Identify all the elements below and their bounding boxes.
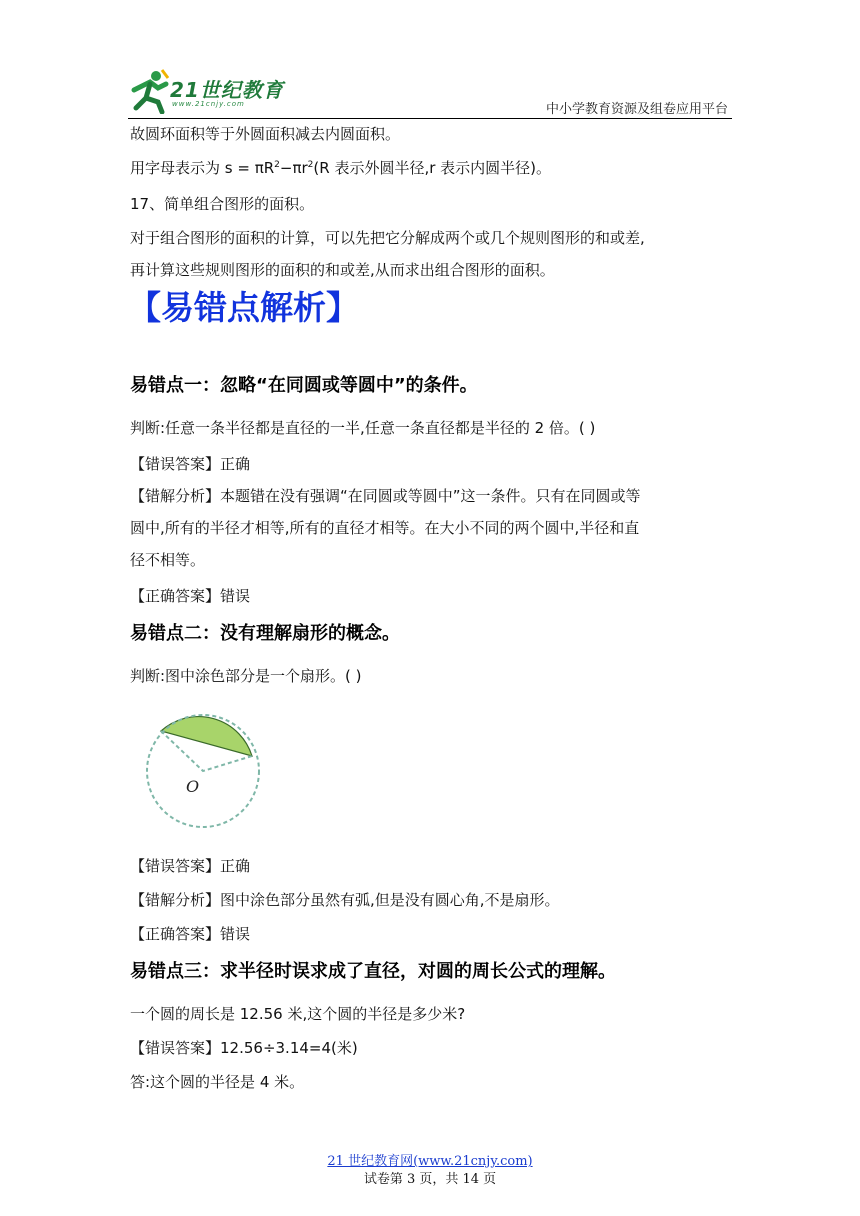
mistake-heading: 易错点二：没有理解扇形的概念。 <box>130 623 400 644</box>
text-line: 故圆环面积等于外圆面积减去内圆面积。 <box>130 125 401 143</box>
formula-line <box>130 158 551 178</box>
superscript: 2 <box>274 160 280 170</box>
text-line: 对于组合图形的面积的计算，可以先把它分解成两个或几个规则图形的和或差, <box>130 229 645 247</box>
center-label: O <box>186 777 200 796</box>
mistake-heading: 易错点三：求半径时误求成了直径，对圆的周长公式的理解。 <box>130 961 616 982</box>
wrong-answer: 【错误答案】12.56÷3.14=4(米) <box>130 1039 358 1057</box>
question-text: 一个圆的周长是 12.56 米,这个圆的半径是多少米? <box>130 1005 466 1023</box>
formula-part: −πr <box>279 159 308 177</box>
question-text: 判断:图中涂色部分是一个扇形。( ) <box>130 667 362 685</box>
page-header <box>128 66 732 119</box>
runner-logo-icon <box>128 68 172 114</box>
analysis-text: 圆中,所有的半径才相等,所有的直径才相等。在大小不同的两个圆中,半径和直 <box>130 519 640 537</box>
logo-url: www.21cnjy.com <box>172 100 245 108</box>
correct-answer: 【正确答案】错误 <box>130 587 251 605</box>
answer-text: 答:这个圆的半径是 4 米。 <box>130 1073 305 1091</box>
correct-answer: 【正确答案】错误 <box>130 925 251 943</box>
footer-link-row <box>0 1150 860 1169</box>
text-line: 17、简单组合图形的面积。 <box>130 195 315 213</box>
platform-name: 中小学教育资源及组卷应用平台 <box>545 102 728 117</box>
logo-text: 21世纪教育 <box>170 78 284 102</box>
analysis-text: 【错解分析】图中涂色部分虽然有弧,但是没有圆心角,不是扇形。 <box>130 891 560 909</box>
circle-segment-figure <box>140 708 266 834</box>
superscript: 2 <box>307 160 314 170</box>
text-line: 再计算这些规则图形的面积的和或差,从而求出组合图形的面积。 <box>130 261 555 279</box>
question-text: 判断:任意一条半径都是直径的一半,任意一条直径都是半径的 2 倍。( ) <box>130 419 596 437</box>
analysis-text: 径不相等。 <box>130 551 206 569</box>
wrong-answer: 【错误答案】正确 <box>130 455 251 473</box>
analysis-text: 【错解分析】本题错在没有强调“在同圆或等圆中”这一条件。只有在同圆或等 <box>130 487 641 505</box>
formula-part: 用字母表示为 s = πR <box>130 159 275 177</box>
logo <box>128 68 288 116</box>
mistake-heading: 易错点一：忽略“在同圆或等圆中”的条件。 <box>130 375 478 396</box>
wrong-answer: 【错误答案】正确 <box>130 857 251 875</box>
formula-part: (R 表示外圆半径,r 表示内圆半径)。 <box>313 159 552 177</box>
section-title: 【易错点解析】 <box>128 288 359 327</box>
footer-link[interactable]: 21 世纪教育网(www.21cnjy.com) <box>327 1154 533 1169</box>
page-number: 试卷第 3 页，共 14 页 <box>363 1172 497 1187</box>
